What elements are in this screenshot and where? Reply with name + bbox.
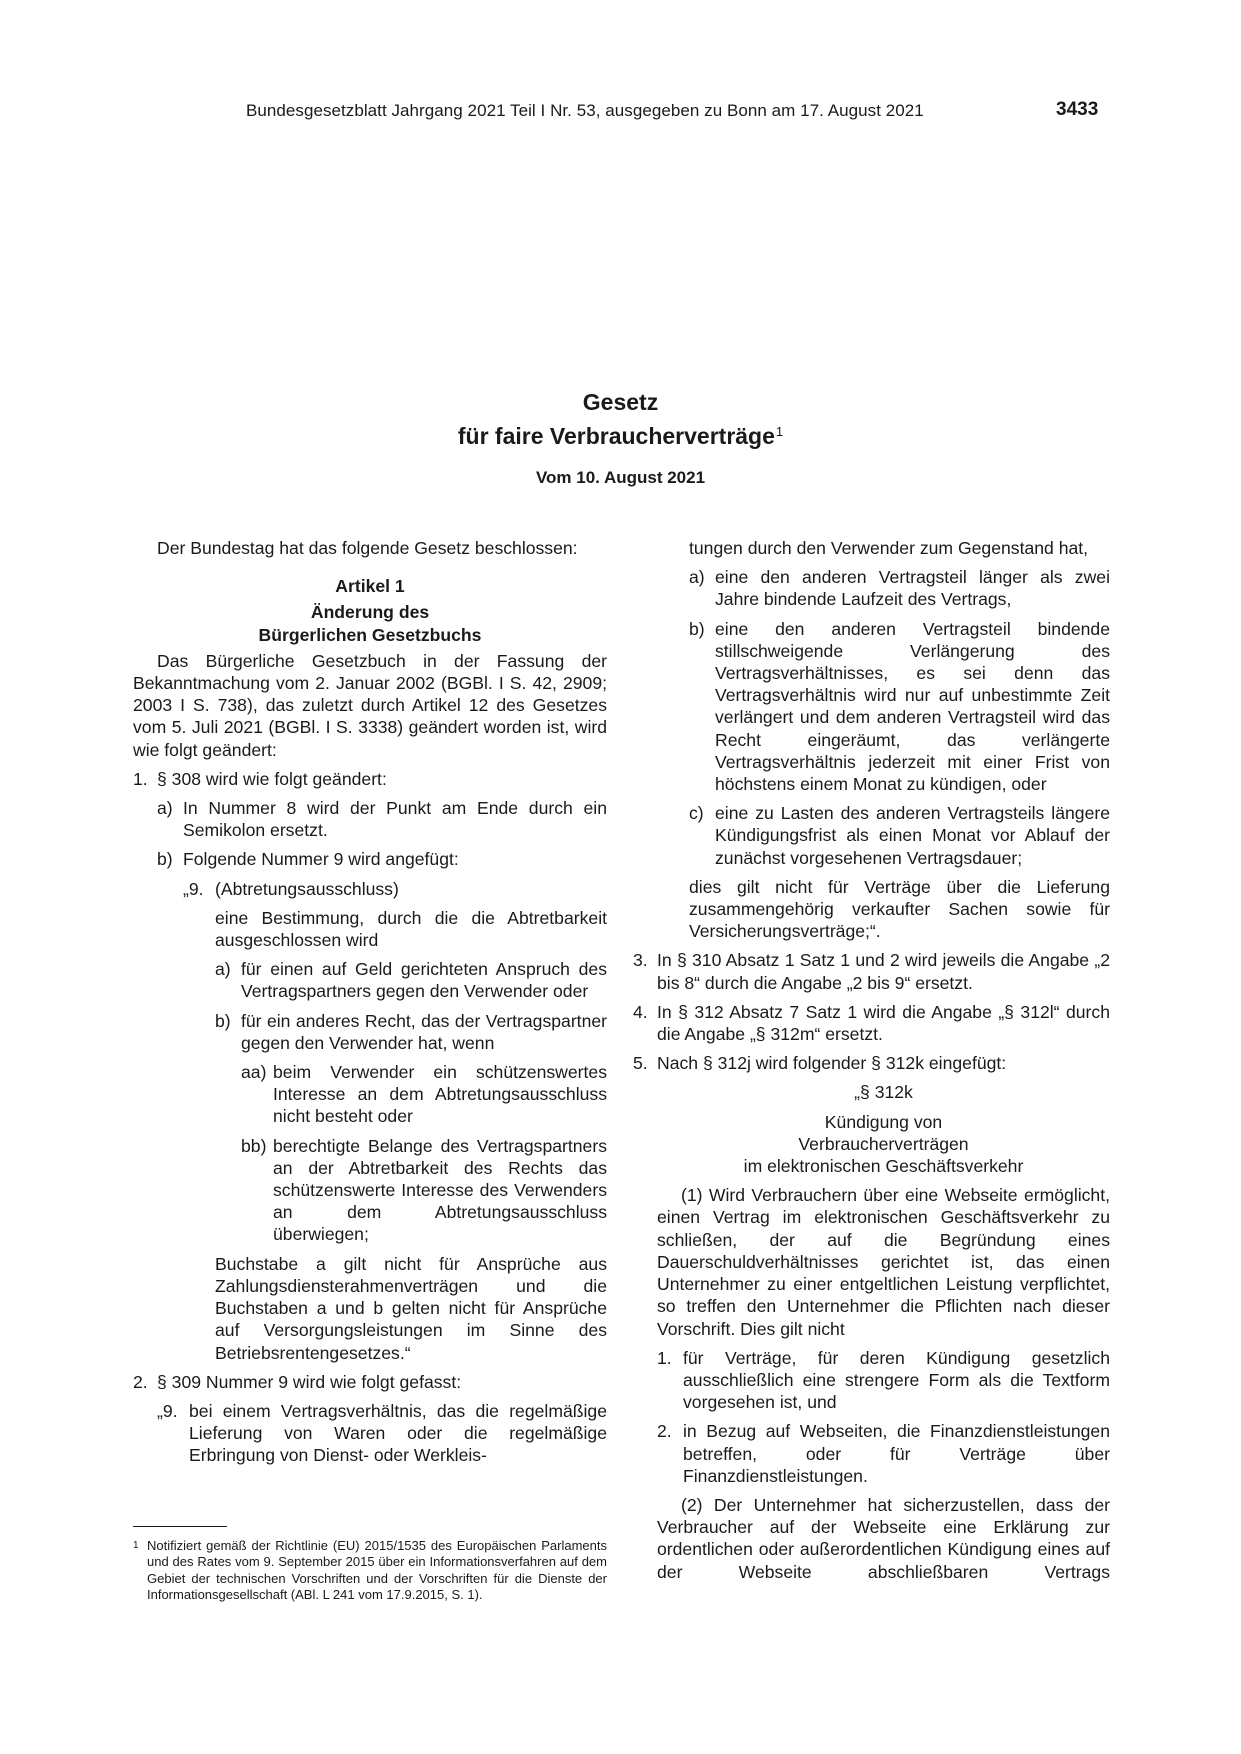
list-item [133,1371,607,1393]
law-date: Vom 10. August 2021 [535,468,706,487]
item-letter: b) [157,849,173,870]
law-title-line1: Gesetz [582,389,659,415]
footnote-rule [133,1526,227,1527]
left-column [133,537,607,1467]
list-item [689,802,1110,869]
paragraph-abs1: (1) Wird Verbrauchern über eine Webseite ermöglicht, einen Vertrag im elektronischen Geschäftsverkehr zu schließen, der auf die Begründung eines Dauerschuldverhältnisses gerichtet ist, das einen Unternehmer zu einer entgeltlichen Leistung verpflichtet, so treffen den Unternehmer die Pflichten nach dieser Vorschrift. Dies gilt nicht [657,1185,1110,1339]
item-text: für einen auf Geld gerichteten Anspruch des Vertragspartners gegen den Verwender oder [241,959,607,1002]
list-item [157,797,607,841]
item-number: 1. [133,768,148,789]
list-item [133,768,607,790]
section-number: „§ 312k [854,1082,913,1103]
item-text: (Abtretungsausschluss) [215,878,399,899]
item-text: berechtigte Belange des Vertragspartners an der Abtretbarkeit des Rechts das schützenswerte Interesse des Verwenders an dem Abtretungsausschluss überwiegen; [273,1135,607,1245]
list-item [241,1061,607,1128]
item-number: 4. [633,1001,648,1022]
section-title-line1: Kündigung von [824,1111,943,1132]
item-text: In § 310 Absatz 1 Satz 1 und 2 wird jeweils die Angabe „2 bis 8“ durch die Angabe „2 bis 9“ ersetzt. [657,950,1110,993]
item-letter: a) [157,798,173,819]
item-letter: b) [215,1010,231,1031]
item-text: für ein anderes Recht, das der Vertragspartner gegen den Verwender hat, wenn [241,1010,607,1053]
paragraph: tungen durch den Verwender zum Gegenstand hat, [689,538,1089,558]
item-number: 2. [657,1421,672,1442]
paragraph: eine Bestimmung, durch die die Abtretbarkeit ausgeschlossen wird [215,907,607,951]
item-letter: aa) [241,1062,267,1083]
item-letter: bb) [241,1135,267,1156]
item-text: für Verträge, für deren Kündigung gesetzlich ausschließlich eine strengere Form als die Textform vorgesehen ist, und [683,1347,1110,1413]
law-title-text: für faire Verbraucherverträge [457,423,775,449]
item-text: eine den anderen Vertragsteil bindende stillschweigende Verlängerung des Vertragsverhältnisses, es sei denn das Vertragsverhältnis wird nur auf unbestimmte Zeit verlängert und dem anderen Vertragsteil wird das Recht eingeräumt, das verlängerte Vertragsverhältnis jederzeit mit einer Frist von höchstens einem Monat zu kündigen, oder [715,618,1110,795]
law-title-line2 [300,417,941,451]
preamble: Der Bundestag hat das folgende Gesetz beschlossen: [157,538,578,558]
list-item [157,1400,607,1467]
item-letter: b) [689,618,705,639]
item-text: bei einem Vertragsverhältnis, das die regelmäßige Lieferung von Waren oder die regelmäßige Erbringung von Dienst- oder Werkleis- [189,1400,607,1466]
list-item [215,958,607,1002]
list-item [633,1001,1110,1045]
item-text: eine den anderen Vertragsteil länger als zwei Jahre bindende Laufzeit des Vertrags, [715,567,1110,610]
list-item [633,949,1110,993]
artikel-title-line1: Änderung des [310,602,430,623]
running-head: Bundesgesetzblatt Jahrgang 2021 Teil I Nr. 53, ausgegeben zu Bonn am 17. August 2021 [246,101,924,120]
page-number: 3433 [1056,99,1099,120]
item-number: „9. [157,1400,178,1421]
paragraph: Buchstabe a gilt nicht für Ansprüche aus Zahlungsdiensterahmenverträgen und die Buchstaben a und b gelten nicht für Ansprüche auf Versorgungsleistungen im Sinne des Betriebsrentengesetzes.“ [215,1253,607,1363]
section-title-line3: im elektronischen Geschäftsverkehr [743,1156,1024,1177]
item-text: eine zu Lasten des anderen Vertragsteils längere Kündigungsfrist als einen Monat vor Ablauf der zunächst vorgesehenen Vertragsdauer; [715,803,1110,868]
item-text: § 309 Nummer 9 wird wie folgt gefasst: [157,1371,462,1392]
list-item [633,1052,1110,1074]
list-item [157,848,607,870]
list-item [241,1135,607,1246]
item-number: „9. [183,878,204,899]
list-item [657,1347,1110,1414]
list-item [215,1010,607,1054]
list-item [689,618,1110,796]
item-letter: a) [215,959,231,980]
list-item [689,566,1110,610]
item-text: Nach § 312j wird folgender § 312k eingefügt: [657,1053,1007,1074]
paragraph: dies gilt nicht für Verträge über die Lieferung zusammengehörig verkaufter Sachen sowie für Versicherungsverträge;“. [689,876,1110,942]
item-text: beim Verwender ein schützenswertes Interesse an dem Abtretungsausschluss nicht besteht oder [273,1062,607,1127]
title-footnote-mark: 1 [775,424,784,439]
item-number: 5. [633,1053,648,1074]
amendment-intro: Das Bürgerliche Gesetzbuch in der Fassung der Bekanntmachung vom 2. Januar 2002 (BGBl. I S. 42, 2909; 2003 I S. 738), das zuletzt durch Artikel 12 des Gesetzes vom 5. Juli 2021 (BGBl. I S. 3338) geändert worden ist, wird wie folgt geändert: [133,650,607,760]
item-text: Folgende Nummer 9 wird angefügt: [183,849,459,870]
item-text: in Bezug auf Webseiten, die Finanzdienstleistungen betreffen, oder für Verträge über Finanzdienstleistungen. [683,1421,1110,1486]
item-number: 3. [633,950,648,971]
item-letter: c) [689,803,704,824]
footnote [133,1538,607,1603]
item-letter: a) [689,567,705,588]
item-text: In § 312 Absatz 7 Satz 1 wird die Angabe „§ 312l“ durch die Angabe „§ 312m“ ersetzt. [657,1001,1110,1045]
right-column [633,537,1110,1583]
artikel-title-line2: Bürgerlichen Gesetzbuchs [258,624,482,645]
item-text: § 308 wird wie folgt geändert: [157,768,387,789]
artikel-heading: Artikel 1 [335,576,405,597]
list-item [183,878,607,900]
item-number: 2. [133,1371,148,1392]
paragraph-abs2: (2) Der Unternehmer hat sicherzustellen, dass der Verbraucher auf der Webseite eine Erklärung zur ordentlichen oder außerordentlichen Kündigung eines auf der Webseite abschließbaren Vertrags [657,1494,1110,1582]
section-title-line2: Verbraucherverträgen [798,1133,969,1154]
footnote-mark: 1 [133,1540,139,1551]
list-item [657,1420,1110,1487]
item-number: 1. [657,1347,672,1368]
item-text: In Nummer 8 wird der Punkt am Ende durch ein Semikolon ersetzt. [183,798,607,841]
footnote-text: Notifiziert gemäß der Richtlinie (EU) 2015/1535 des Europäischen Parlaments und des Rates vom 9. September 2015 über ein Informationsverfahren auf dem Gebiet der technischen Vorschriften und der Vorschriften für die Dienste der Informationsgesellschaft (ABl. L 241 vom 17.9.2015, S. 1). [147,1538,607,1602]
